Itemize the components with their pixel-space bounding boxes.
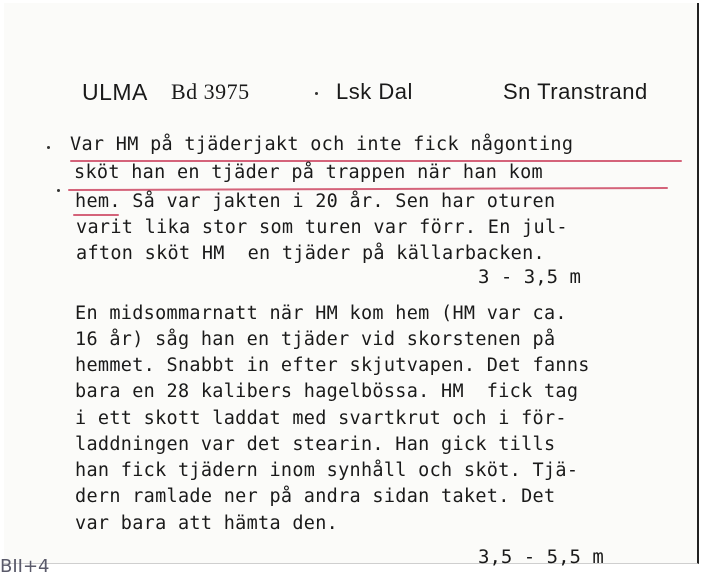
height-measure: 3,5 - 5,5 m [478, 546, 604, 568]
text-line: 16 år) såg han en tjäder vid skorstenen på [75, 329, 556, 350]
text-line: Var HM på tjäderjakt och inte fick någonting [70, 134, 574, 155]
text-line: bara en 28 kalibers hagelbössa. HM fick tag [75, 381, 579, 402]
text-line: afton sköt HM en tjäder på källarbacken. [76, 243, 545, 264]
text-line: dern ramlade ner på andra sidan taket. Det [75, 486, 556, 507]
text-line: laddningen var det stearin. Han gick tills [75, 434, 556, 455]
text-line: En midsommarnatt när HM kom hem (HM var ca. [75, 303, 567, 324]
text-line: hemmet. Snabbt in efter skjutvapen. Det fanns [75, 355, 590, 376]
archive-name: ULMA [82, 79, 148, 105]
text-line: hem. Så var jakten i 20 år. Sen har oturen [75, 191, 556, 212]
margin-speck [57, 189, 60, 192]
margin-speck [315, 92, 318, 95]
margin-speck [47, 146, 50, 149]
record-number: Bd 3975 [171, 79, 250, 104]
text-line: varit lika stor som turen var förr. En jul- [76, 217, 568, 238]
text-line: han fick tjädern inom synhåll och sköt. Tjä- [75, 460, 579, 481]
text-line: i ett skott laddat med svartkrut och i för- [75, 408, 567, 429]
archive-mark: BII+4 [0, 556, 50, 577]
landscape-label: Lsk Dal [336, 79, 413, 104]
text-line: sköt han en tjäder på trappen när han kom [74, 162, 543, 183]
text-line: var bara att hämta den. [75, 513, 339, 534]
parish-label: Sn Transtrand [503, 79, 648, 104]
height-measure: 3 - 3,5 m [478, 266, 581, 288]
